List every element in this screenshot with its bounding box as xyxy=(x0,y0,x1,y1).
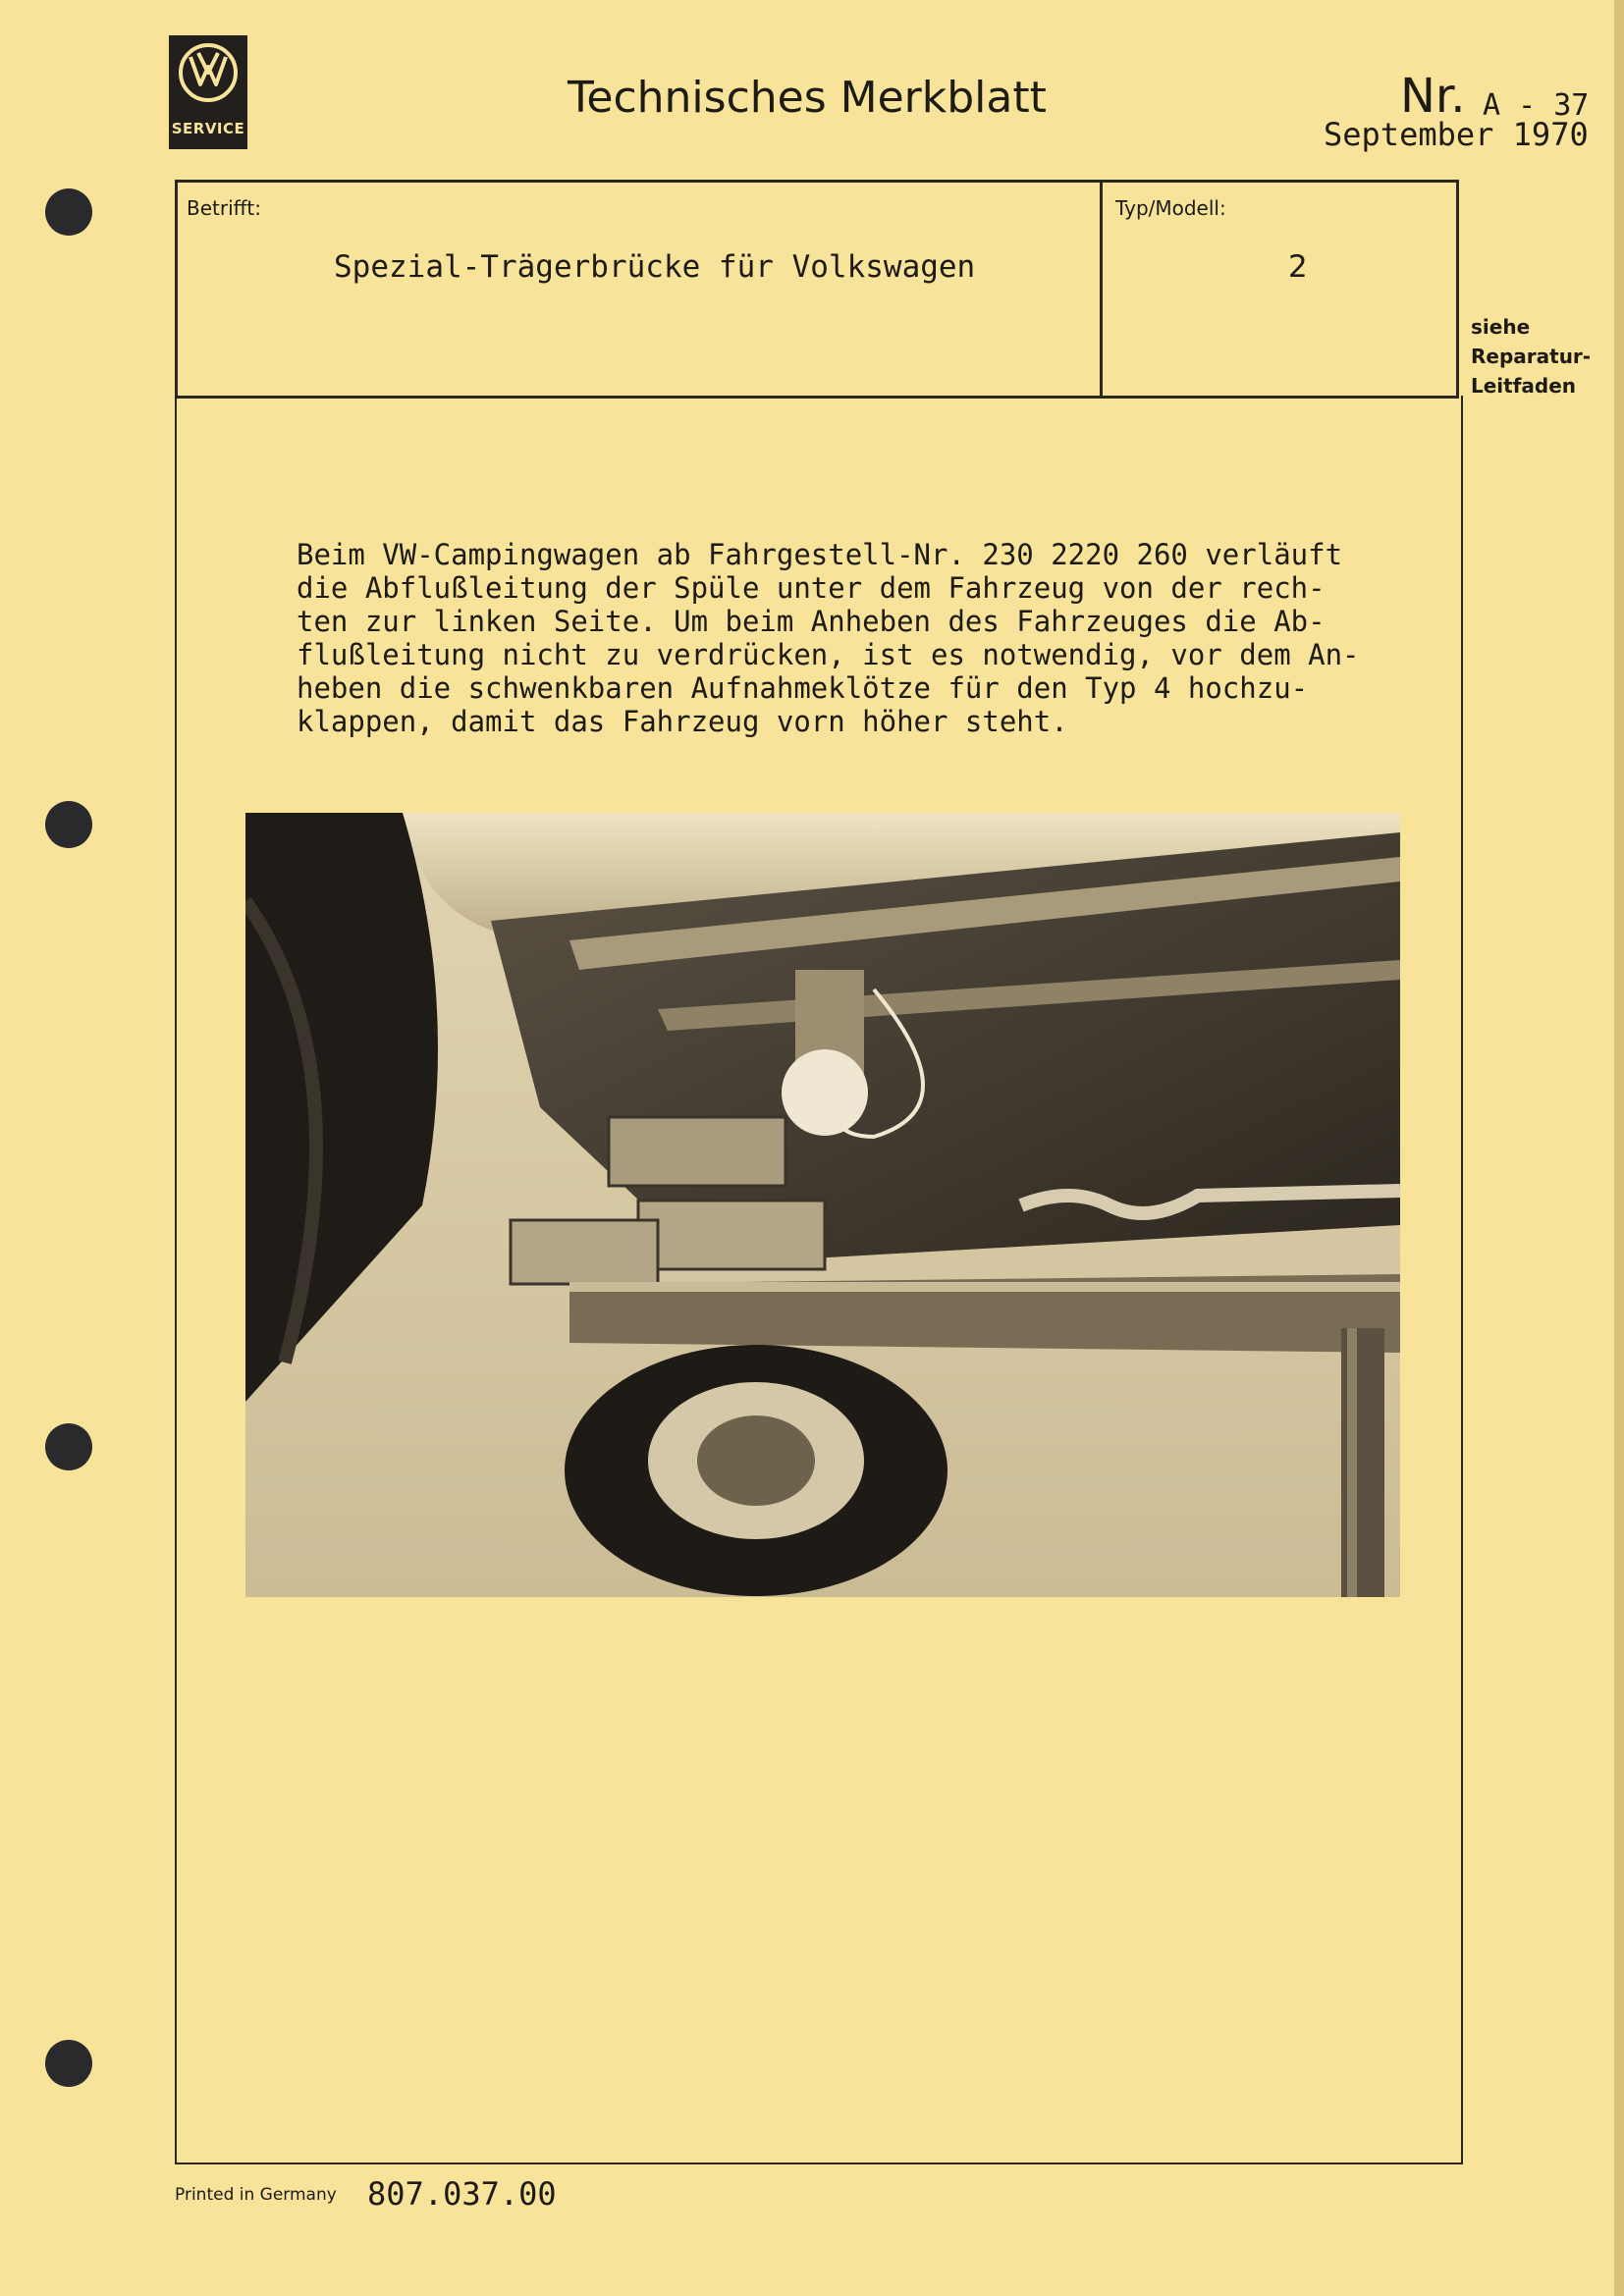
nr-label: Nr. xyxy=(1400,69,1466,124)
vehicle-underbody-photo xyxy=(245,813,1400,1597)
vw-service-logo xyxy=(169,35,247,149)
vw-emblem-icon xyxy=(177,41,240,104)
punch-hole xyxy=(45,2040,92,2087)
punch-hole xyxy=(45,801,92,848)
info-box-divider xyxy=(1100,180,1103,396)
side-note xyxy=(1471,312,1591,400)
document-title: Technisches Merkblatt xyxy=(568,73,1047,123)
printed-in-germany: Printed in Germany xyxy=(175,2185,337,2205)
logo-service-text: SERVICE xyxy=(171,120,245,137)
punch-hole xyxy=(45,1423,92,1470)
body-line: klappen, damit das Fahrzeug vorn höher steht. xyxy=(297,705,1068,738)
typ-modell-label: Typ/Modell: xyxy=(1115,196,1226,220)
side-note-line: siehe xyxy=(1471,315,1531,339)
subject-text: Spezial-Trägerbrücke für Volkswagen xyxy=(334,249,976,285)
document-date: September 1970 xyxy=(1324,116,1589,153)
body-line: Beim VW-Campingwagen ab Fahrgestell-Nr. 230 2220 260 verläuft xyxy=(297,538,1343,571)
betrifft-label: Betrifft: xyxy=(187,196,262,220)
nr-value: A - 37 xyxy=(1483,88,1590,123)
punch-hole xyxy=(45,188,92,236)
info-box xyxy=(175,180,1459,399)
paper-edge xyxy=(1614,0,1624,2296)
body-paragraph xyxy=(297,538,1406,738)
side-note-line: Reparatur- xyxy=(1471,345,1592,368)
form-code: 807.037.00 xyxy=(367,2175,557,2213)
body-line: die Abflußleitung der Spüle unter dem Fahrzeug von der rech- xyxy=(297,571,1326,605)
typ-modell-value: 2 xyxy=(1288,249,1308,285)
body-line: heben die schwenkbaren Aufnahmeklötze für den Typ 4 hochzu- xyxy=(297,671,1309,705)
side-note-line: Leitfaden xyxy=(1471,374,1577,398)
body-line: ten zur linken Seite. Um beim Anheben des Fahrzeuges die Ab- xyxy=(297,605,1326,638)
body-line: flußleitung nicht zu verdrücken, ist es notwendig, vor dem An- xyxy=(297,638,1360,671)
